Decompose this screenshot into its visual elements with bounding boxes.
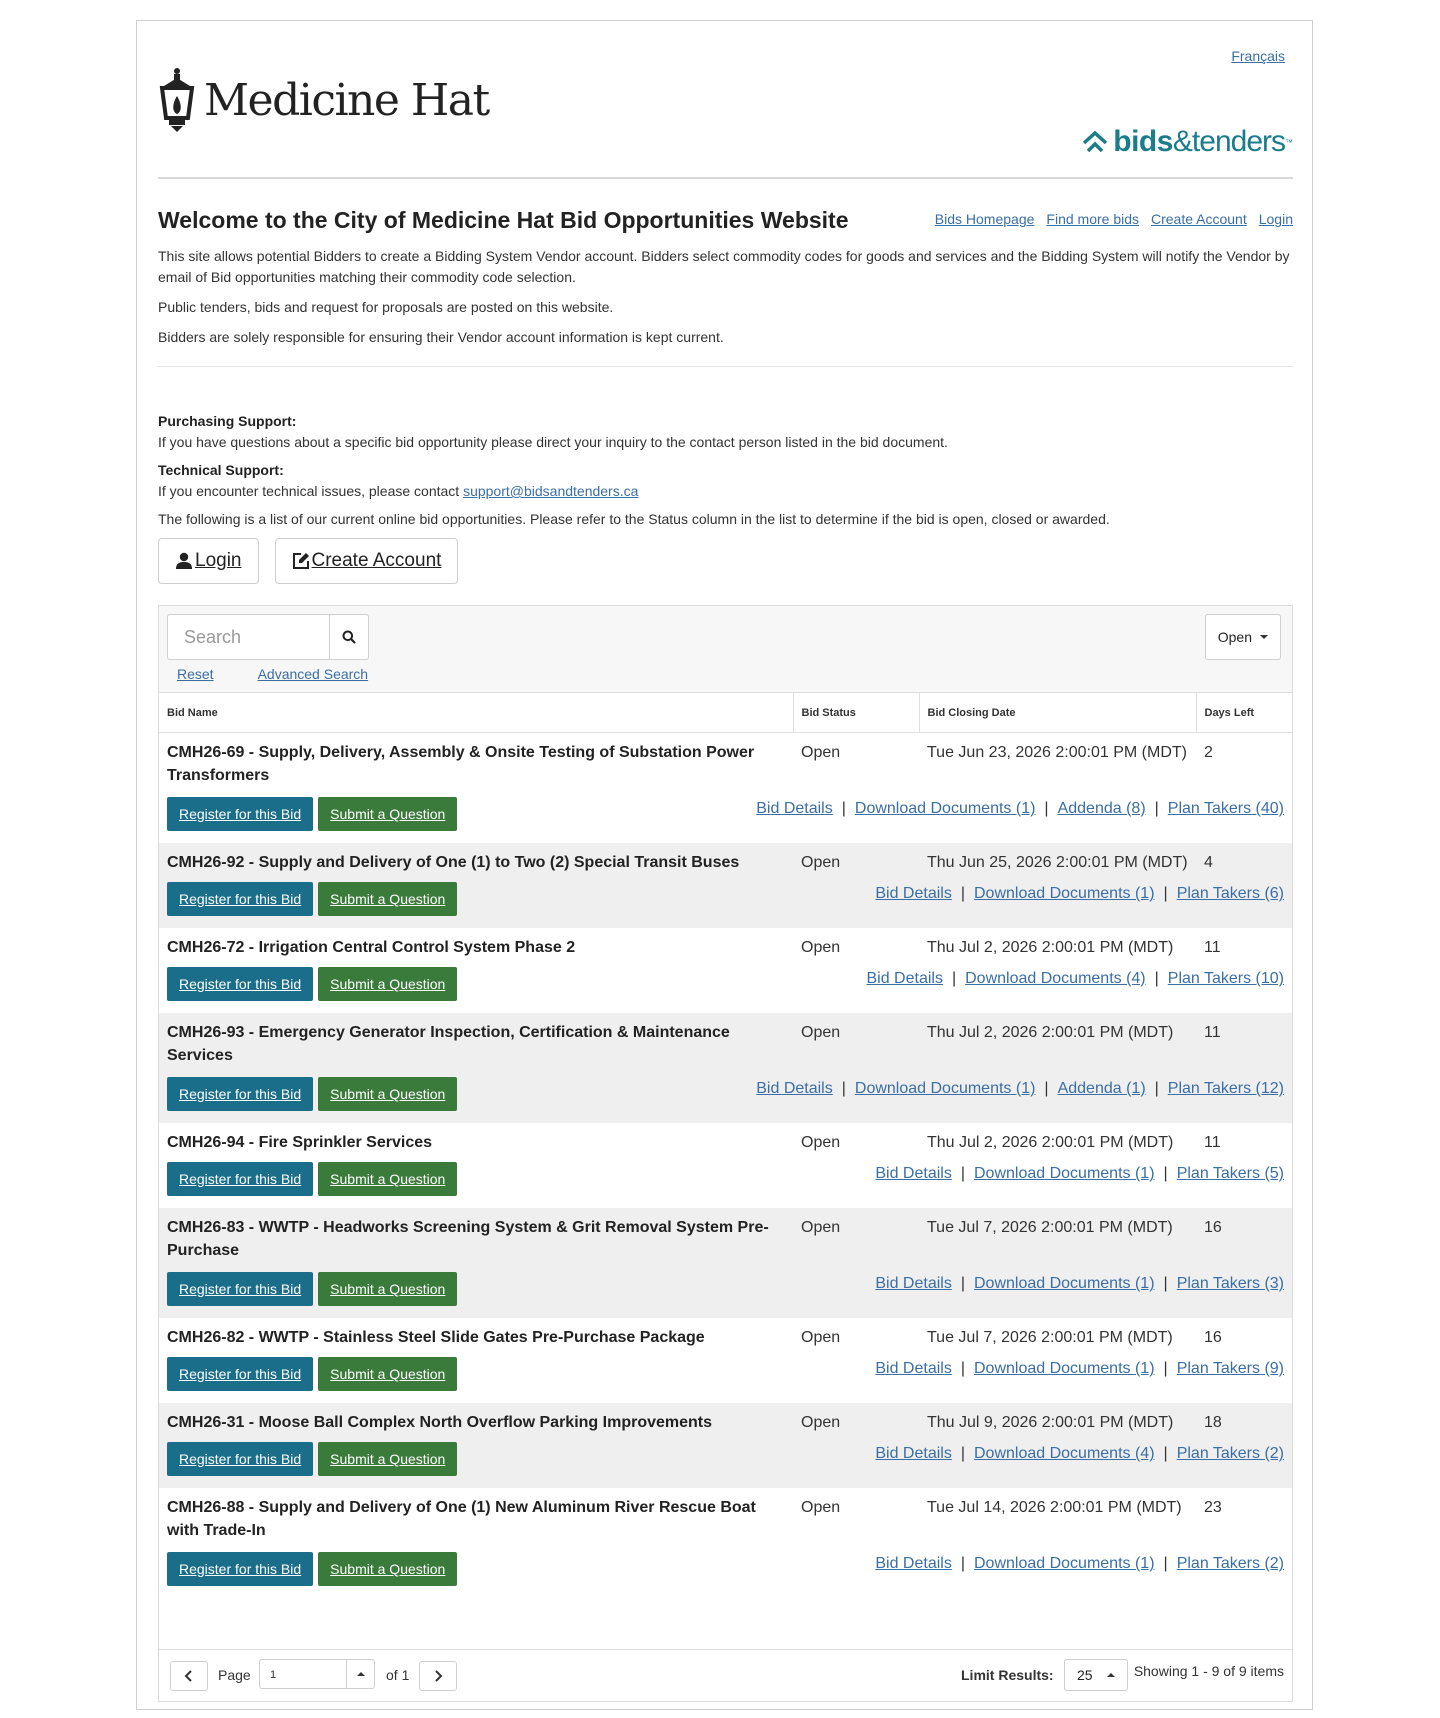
table-row-actions bbox=[159, 1542, 1292, 1598]
bid-status: Open bbox=[793, 1013, 919, 1067]
link-separator: | bbox=[960, 1360, 965, 1377]
bid-actions-wrap bbox=[167, 963, 1284, 1005]
download-documents-link[interactable]: Download Documents (4) bbox=[965, 970, 1146, 987]
link-separator: | bbox=[1154, 970, 1159, 987]
bid-links bbox=[875, 1445, 1284, 1463]
logo-trademark: ™ bbox=[1285, 137, 1293, 147]
bid-actions bbox=[159, 1067, 1292, 1123]
plan-takers-link[interactable]: Plan Takers (5) bbox=[1176, 1165, 1284, 1182]
bid-actions bbox=[159, 1542, 1292, 1598]
plan-takers-link[interactable]: Plan Takers (12) bbox=[1167, 1080, 1284, 1097]
login-button[interactable] bbox=[158, 538, 259, 584]
plan-takers-link[interactable]: Plan Takers (9) bbox=[1176, 1360, 1284, 1377]
bid-actions bbox=[159, 1154, 1292, 1208]
header-divider bbox=[158, 177, 1293, 179]
bid-status: Open bbox=[801, 939, 841, 956]
bid-status: Open bbox=[801, 1499, 841, 1516]
logo-bids: bids bbox=[1113, 125, 1173, 158]
search-box bbox=[167, 614, 329, 660]
bid-links bbox=[875, 1165, 1284, 1183]
medicine-hat-logo[interactable] bbox=[158, 65, 489, 135]
bid-action-buttons bbox=[167, 797, 457, 831]
page-number-input[interactable] bbox=[259, 1659, 375, 1689]
bid-days-left: 18 bbox=[1196, 1403, 1292, 1434]
bid-details-link[interactable]: Bid Details bbox=[875, 1360, 952, 1377]
plan-takers-link[interactable]: Plan Takers (10) bbox=[1167, 970, 1284, 987]
list-intro-text: The following is a list of our current online bid opportunities. Please refer to the Status column in the list to determine if the bid is open, closed or awarded. bbox=[158, 511, 1110, 527]
language-link[interactable]: Français bbox=[1231, 48, 1285, 64]
download-documents-link[interactable]: Download Documents (4) bbox=[974, 1445, 1155, 1462]
status-filter-value: Open bbox=[1217, 629, 1252, 645]
bid-actions-wrap bbox=[167, 878, 1284, 920]
bid-details-link[interactable]: Bid Details bbox=[756, 1080, 833, 1097]
bid-name: CMH26-31 - Moose Ball Complex North Overflow Parking Improvements bbox=[159, 1403, 793, 1434]
results-count: Showing 1 - 9 of 9 items bbox=[1133, 1663, 1284, 1679]
page-container bbox=[136, 20, 1313, 1710]
table-row bbox=[159, 1123, 1292, 1154]
bid-days-left: 11 bbox=[1204, 1134, 1221, 1151]
limit-results-dropdown[interactable] bbox=[1064, 1659, 1128, 1691]
table-row bbox=[159, 1013, 1292, 1067]
support-email-link[interactable]: support@bidsandtenders.ca bbox=[463, 483, 639, 499]
bid-links bbox=[875, 1275, 1284, 1293]
pagination-bar bbox=[159, 1649, 1292, 1701]
register-for-bid-button[interactable]: Register for this Bid bbox=[167, 1077, 313, 1111]
link-separator: | bbox=[960, 1445, 965, 1462]
bid-details-link[interactable]: Bid Details bbox=[756, 800, 833, 817]
link-separator: | bbox=[951, 970, 957, 987]
table-row bbox=[159, 733, 1292, 788]
account-buttons bbox=[158, 538, 458, 584]
intro-text bbox=[158, 246, 1293, 357]
bid-closing-date: Thu Jun 25, 2026 2:00:01 PM (MDT) bbox=[919, 843, 1196, 874]
submit-question-button[interactable]: Submit a Question bbox=[318, 882, 457, 916]
submit-question-button[interactable]: Submit a Question bbox=[318, 1272, 457, 1306]
bid-name: CMH26-72 - Irrigation Central Control System Phase 2 bbox=[167, 939, 576, 956]
submit-question-button[interactable]: Submit a Question bbox=[318, 1162, 457, 1196]
submit-question-button[interactable]: Submit a Question bbox=[318, 967, 457, 1001]
bid-name: CMH26-83 - WWTP - Headworks Screening System & Grit Removal System Pre-Purchase bbox=[159, 1208, 793, 1262]
bid-actions-wrap bbox=[167, 793, 1284, 835]
create-account-button[interactable] bbox=[275, 538, 459, 584]
login-button-label: Login bbox=[195, 550, 242, 571]
logo-tenders: &tenders bbox=[1172, 125, 1285, 158]
limit-results-label: Limit Results: bbox=[961, 1667, 1054, 1683]
link-separator: | bbox=[960, 1555, 965, 1572]
bid-status: Open bbox=[801, 1134, 841, 1151]
bids-homepage-link[interactable]: Bids Homepage bbox=[934, 211, 1035, 227]
bid-status: Open bbox=[793, 1208, 919, 1262]
bid-actions bbox=[159, 1349, 1292, 1403]
bid-closing-date: Tue Jul 7, 2026 2:00:01 PM (MDT) bbox=[919, 1208, 1196, 1262]
status-filter-dropdown[interactable] bbox=[1205, 614, 1281, 660]
bid-action-buttons bbox=[167, 1077, 457, 1111]
bid-actions-wrap bbox=[167, 1268, 1284, 1310]
bid-actions-wrap bbox=[167, 1548, 1284, 1590]
bid-name: CMH26-94 - Fire Sprinkler Services bbox=[167, 1134, 433, 1151]
bid-name: CMH26-93 - Emergency Generator Inspection, Certification & Maintenance Services bbox=[159, 1013, 793, 1067]
submit-question-button[interactable]: Submit a Question bbox=[318, 1442, 457, 1476]
table-row bbox=[159, 843, 1292, 874]
bid-actions bbox=[159, 959, 1292, 1013]
bid-closing-date: Thu Jul 2, 2026 2:00:01 PM (MDT) bbox=[927, 1134, 1174, 1151]
intro-paragraph: Public tenders, bids and request for proposals are posted on this website. bbox=[158, 299, 614, 315]
bid-actions bbox=[159, 1434, 1292, 1488]
bid-name: CMH26-88 - Supply and Delivery of One (1) New Aluminum River Rescue Boat with Trade-In bbox=[167, 1499, 756, 1539]
link-separator: | bbox=[1163, 1360, 1168, 1377]
register-for-bid-button[interactable]: Register for this Bid bbox=[167, 797, 313, 831]
bid-action-buttons bbox=[167, 1442, 457, 1476]
bid-closing-date: Thu Jul 9, 2026 2:00:01 PM (MDT) bbox=[919, 1403, 1196, 1434]
bid-details-link[interactable]: Bid Details bbox=[875, 1555, 952, 1572]
bid-status: Open bbox=[793, 843, 919, 874]
addenda-link[interactable]: Addenda (1) bbox=[1057, 1080, 1146, 1097]
link-separator: | bbox=[1163, 1555, 1168, 1572]
section-divider bbox=[158, 366, 1293, 367]
register-for-bid-button[interactable]: Register for this Bid bbox=[167, 1272, 313, 1306]
bid-actions bbox=[159, 787, 1292, 843]
edit-icon bbox=[292, 552, 310, 570]
caret-down-icon bbox=[1260, 635, 1268, 639]
link-separator: | bbox=[960, 885, 965, 902]
register-for-bid-button[interactable]: Register for this Bid bbox=[167, 1552, 313, 1586]
bid-closing-date: Tue Jul 7, 2026 2:00:01 PM (MDT) bbox=[927, 1329, 1173, 1346]
register-for-bid-button[interactable]: Register for this Bid bbox=[167, 1162, 313, 1196]
purchasing-support-text: If you have questions about a specific bid opportunity please direct your inquiry to the contact person listed in the bid document. bbox=[158, 434, 948, 450]
caret-up-icon bbox=[357, 1672, 365, 1676]
bid-links bbox=[756, 800, 1284, 818]
bid-status: Open bbox=[801, 1329, 841, 1346]
plan-takers-link[interactable]: Plan Takers (6) bbox=[1176, 885, 1284, 902]
bid-days-left: 16 bbox=[1196, 1208, 1292, 1262]
table-row-actions bbox=[159, 1154, 1292, 1208]
bid-status: Open bbox=[801, 744, 841, 761]
link-separator: | bbox=[841, 800, 846, 817]
bids-panel bbox=[158, 605, 1293, 1702]
bid-action-buttons bbox=[167, 882, 457, 916]
advanced-search-link[interactable]: Advanced Search bbox=[257, 666, 369, 682]
submit-question-button[interactable]: Submit a Question bbox=[318, 797, 457, 831]
page-spinner[interactable] bbox=[346, 1660, 374, 1688]
chevron-left-icon bbox=[184, 1670, 194, 1682]
bid-action-buttons bbox=[167, 967, 457, 1001]
create-account-link[interactable]: Create Account bbox=[1151, 211, 1247, 227]
table-row-actions bbox=[159, 1262, 1292, 1318]
plan-takers-link[interactable]: Plan Takers (2) bbox=[1176, 1555, 1284, 1572]
search-input[interactable] bbox=[168, 615, 329, 659]
bid-actions-wrap bbox=[167, 1438, 1284, 1480]
create-account-button-label: Create Account bbox=[311, 550, 442, 571]
submit-question-button[interactable]: Submit a Question bbox=[318, 1077, 457, 1111]
bid-details-link[interactable]: Bid Details bbox=[875, 1275, 952, 1292]
link-separator: | bbox=[1163, 885, 1168, 902]
register-for-bid-button[interactable]: Register for this Bid bbox=[167, 1442, 313, 1476]
bid-action-buttons bbox=[167, 1272, 457, 1306]
register-for-bid-button[interactable]: Register for this Bid bbox=[167, 1357, 313, 1391]
download-documents-link[interactable]: Download Documents (1) bbox=[974, 1360, 1155, 1377]
search-button[interactable] bbox=[329, 614, 369, 660]
addenda-link[interactable]: Addenda (8) bbox=[1057, 800, 1146, 817]
download-documents-link[interactable]: Download Documents (1) bbox=[974, 1275, 1155, 1292]
bid-status: Open bbox=[793, 1403, 919, 1434]
link-separator: | bbox=[1163, 1275, 1168, 1292]
intro-paragraph: This site allows potential Bidders to create a Bidding System Vendor account. Bidders select commodity codes for goods and services and the Bidding System will notify the Vendor by email of Bid opportunities matching their commodity code selection. bbox=[158, 248, 1290, 285]
bid-details-link[interactable]: Bid Details bbox=[875, 1165, 952, 1182]
bid-days-left: 23 bbox=[1204, 1499, 1222, 1516]
download-documents-link[interactable]: Download Documents (1) bbox=[974, 1165, 1155, 1182]
bid-links bbox=[875, 1360, 1284, 1378]
top-nav-links bbox=[935, 211, 1293, 227]
register-for-bid-button[interactable]: Register for this Bid bbox=[167, 882, 313, 916]
bid-name: CMH26-92 - Supply and Delivery of One (1) to Two (2) Special Transit Buses bbox=[159, 843, 793, 874]
table-row-actions bbox=[159, 959, 1292, 1013]
bid-details-link[interactable]: Bid Details bbox=[875, 885, 952, 902]
bid-closing-date: Thu Jul 2, 2026 2:00:01 PM (MDT) bbox=[927, 939, 1174, 956]
bid-links bbox=[875, 885, 1284, 903]
column-header-bid-name[interactable]: Bid Name bbox=[159, 693, 793, 733]
table-row bbox=[159, 1488, 1292, 1542]
register-for-bid-button[interactable]: Register for this Bid bbox=[167, 967, 313, 1001]
technical-support-line bbox=[158, 481, 1293, 502]
link-separator: | bbox=[1163, 1165, 1168, 1182]
page-number-value: 1 bbox=[270, 1669, 277, 1681]
table-row-actions bbox=[159, 787, 1292, 843]
download-documents-link[interactable]: Download Documents (1) bbox=[974, 885, 1155, 902]
bids-table bbox=[159, 692, 1292, 1598]
caret-up-icon bbox=[1107, 1673, 1115, 1677]
intro-paragraph: Bidders are solely responsible for ensuring their Vendor account information is kept current. bbox=[158, 329, 724, 345]
plan-takers-link[interactable]: Plan Takers (3) bbox=[1176, 1275, 1284, 1292]
column-header-closing-date[interactable]: Bid Closing Date bbox=[919, 693, 1196, 733]
bid-actions-wrap bbox=[167, 1353, 1284, 1395]
bids-toolbar bbox=[159, 606, 1292, 692]
double-chevron-up-icon bbox=[1081, 129, 1109, 155]
table-row bbox=[159, 1318, 1292, 1349]
bid-details-link[interactable]: Bid Details bbox=[866, 970, 943, 987]
bid-actions bbox=[159, 874, 1292, 928]
link-separator: | bbox=[1044, 800, 1049, 817]
bid-links bbox=[875, 1555, 1284, 1573]
plan-takers-link[interactable]: Plan Takers (40) bbox=[1167, 800, 1284, 817]
find-more-bids-link[interactable]: Find more bids bbox=[1046, 211, 1139, 227]
bid-actions-wrap bbox=[167, 1073, 1284, 1115]
logo-text: Medicine Hat bbox=[204, 74, 489, 126]
chevron-right-icon bbox=[433, 1670, 443, 1682]
technical-support-label: Technical Support: bbox=[158, 462, 284, 478]
bid-action-buttons bbox=[167, 1162, 457, 1196]
table-row bbox=[159, 1208, 1292, 1262]
reset-link[interactable]: Reset bbox=[177, 666, 214, 682]
page-label: Page bbox=[218, 1667, 251, 1683]
purchasing-support-label: Purchasing Support: bbox=[158, 413, 297, 429]
page-title: Welcome to the City of Medicine Hat Bid Opportunities Website bbox=[158, 207, 849, 233]
table-row-actions bbox=[159, 874, 1292, 928]
search-icon bbox=[342, 630, 356, 644]
login-link[interactable]: Login bbox=[1258, 211, 1293, 227]
bid-actions-wrap bbox=[167, 1158, 1284, 1200]
table-header-row bbox=[159, 693, 1292, 733]
bid-closing-date: Thu Jul 2, 2026 2:00:01 PM (MDT) bbox=[919, 1013, 1196, 1067]
bid-links bbox=[866, 970, 1284, 988]
link-separator: | bbox=[1154, 1080, 1159, 1097]
bids-and-tenders-logo bbox=[1081, 125, 1293, 159]
bid-days-left: 4 bbox=[1196, 843, 1292, 874]
next-page-button[interactable] bbox=[419, 1661, 457, 1691]
bid-days-left: 11 bbox=[1204, 939, 1221, 956]
bid-links bbox=[756, 1080, 1284, 1098]
table-row bbox=[159, 928, 1292, 959]
bid-days-left: 16 bbox=[1204, 1329, 1222, 1346]
support-info bbox=[158, 411, 1293, 530]
bid-days-left: 11 bbox=[1196, 1013, 1292, 1067]
page-count-label: of 1 bbox=[386, 1667, 410, 1683]
bid-closing-date: Tue Jun 23, 2026 2:00:01 PM (MDT) bbox=[927, 744, 1187, 761]
download-documents-link[interactable]: Download Documents (1) bbox=[974, 1555, 1155, 1572]
lantern-icon bbox=[158, 66, 196, 134]
bid-name: CMH26-69 - Supply, Delivery, Assembly & Onsite Testing of Substation Power Transformers bbox=[167, 744, 755, 784]
bid-action-buttons bbox=[167, 1357, 457, 1391]
technical-support-text: If you encounter technical issues, please contact bbox=[158, 483, 464, 499]
bid-closing-date: Tue Jul 14, 2026 2:00:01 PM (MDT) bbox=[927, 1499, 1182, 1516]
link-separator: | bbox=[1154, 800, 1159, 817]
limit-results-value: 25 bbox=[1077, 1667, 1093, 1683]
bid-name: CMH26-82 - WWTP - Stainless Steel Slide Gates Pre-Purchase Package bbox=[167, 1329, 705, 1346]
link-separator: | bbox=[1163, 1445, 1168, 1462]
link-separator: | bbox=[1044, 1080, 1049, 1097]
table-row-actions bbox=[159, 1067, 1292, 1123]
bids-table-body bbox=[159, 733, 1292, 1599]
search-links bbox=[177, 666, 368, 682]
table-row-actions bbox=[159, 1434, 1292, 1488]
previous-page-button[interactable] bbox=[170, 1661, 208, 1691]
plan-takers-link[interactable]: Plan Takers (2) bbox=[1176, 1445, 1284, 1462]
table-row-actions bbox=[159, 1349, 1292, 1403]
bid-details-link[interactable]: Bid Details bbox=[875, 1445, 952, 1462]
link-separator: | bbox=[841, 1080, 846, 1097]
download-documents-link[interactable]: Download Documents (1) bbox=[854, 1080, 1036, 1097]
submit-question-button[interactable]: Submit a Question bbox=[318, 1552, 457, 1586]
bid-days-left: 2 bbox=[1204, 744, 1213, 761]
column-header-bid-status[interactable]: Bid Status bbox=[793, 693, 919, 733]
download-documents-link[interactable]: Download Documents (1) bbox=[854, 800, 1036, 817]
table-row bbox=[159, 1403, 1292, 1434]
column-header-days-left[interactable]: Days Left bbox=[1196, 693, 1292, 733]
bid-action-buttons bbox=[167, 1552, 457, 1586]
link-separator: | bbox=[960, 1275, 965, 1292]
link-separator: | bbox=[960, 1165, 965, 1182]
bid-actions bbox=[159, 1262, 1292, 1318]
user-icon bbox=[175, 552, 193, 570]
submit-question-button[interactable]: Submit a Question bbox=[318, 1357, 457, 1391]
